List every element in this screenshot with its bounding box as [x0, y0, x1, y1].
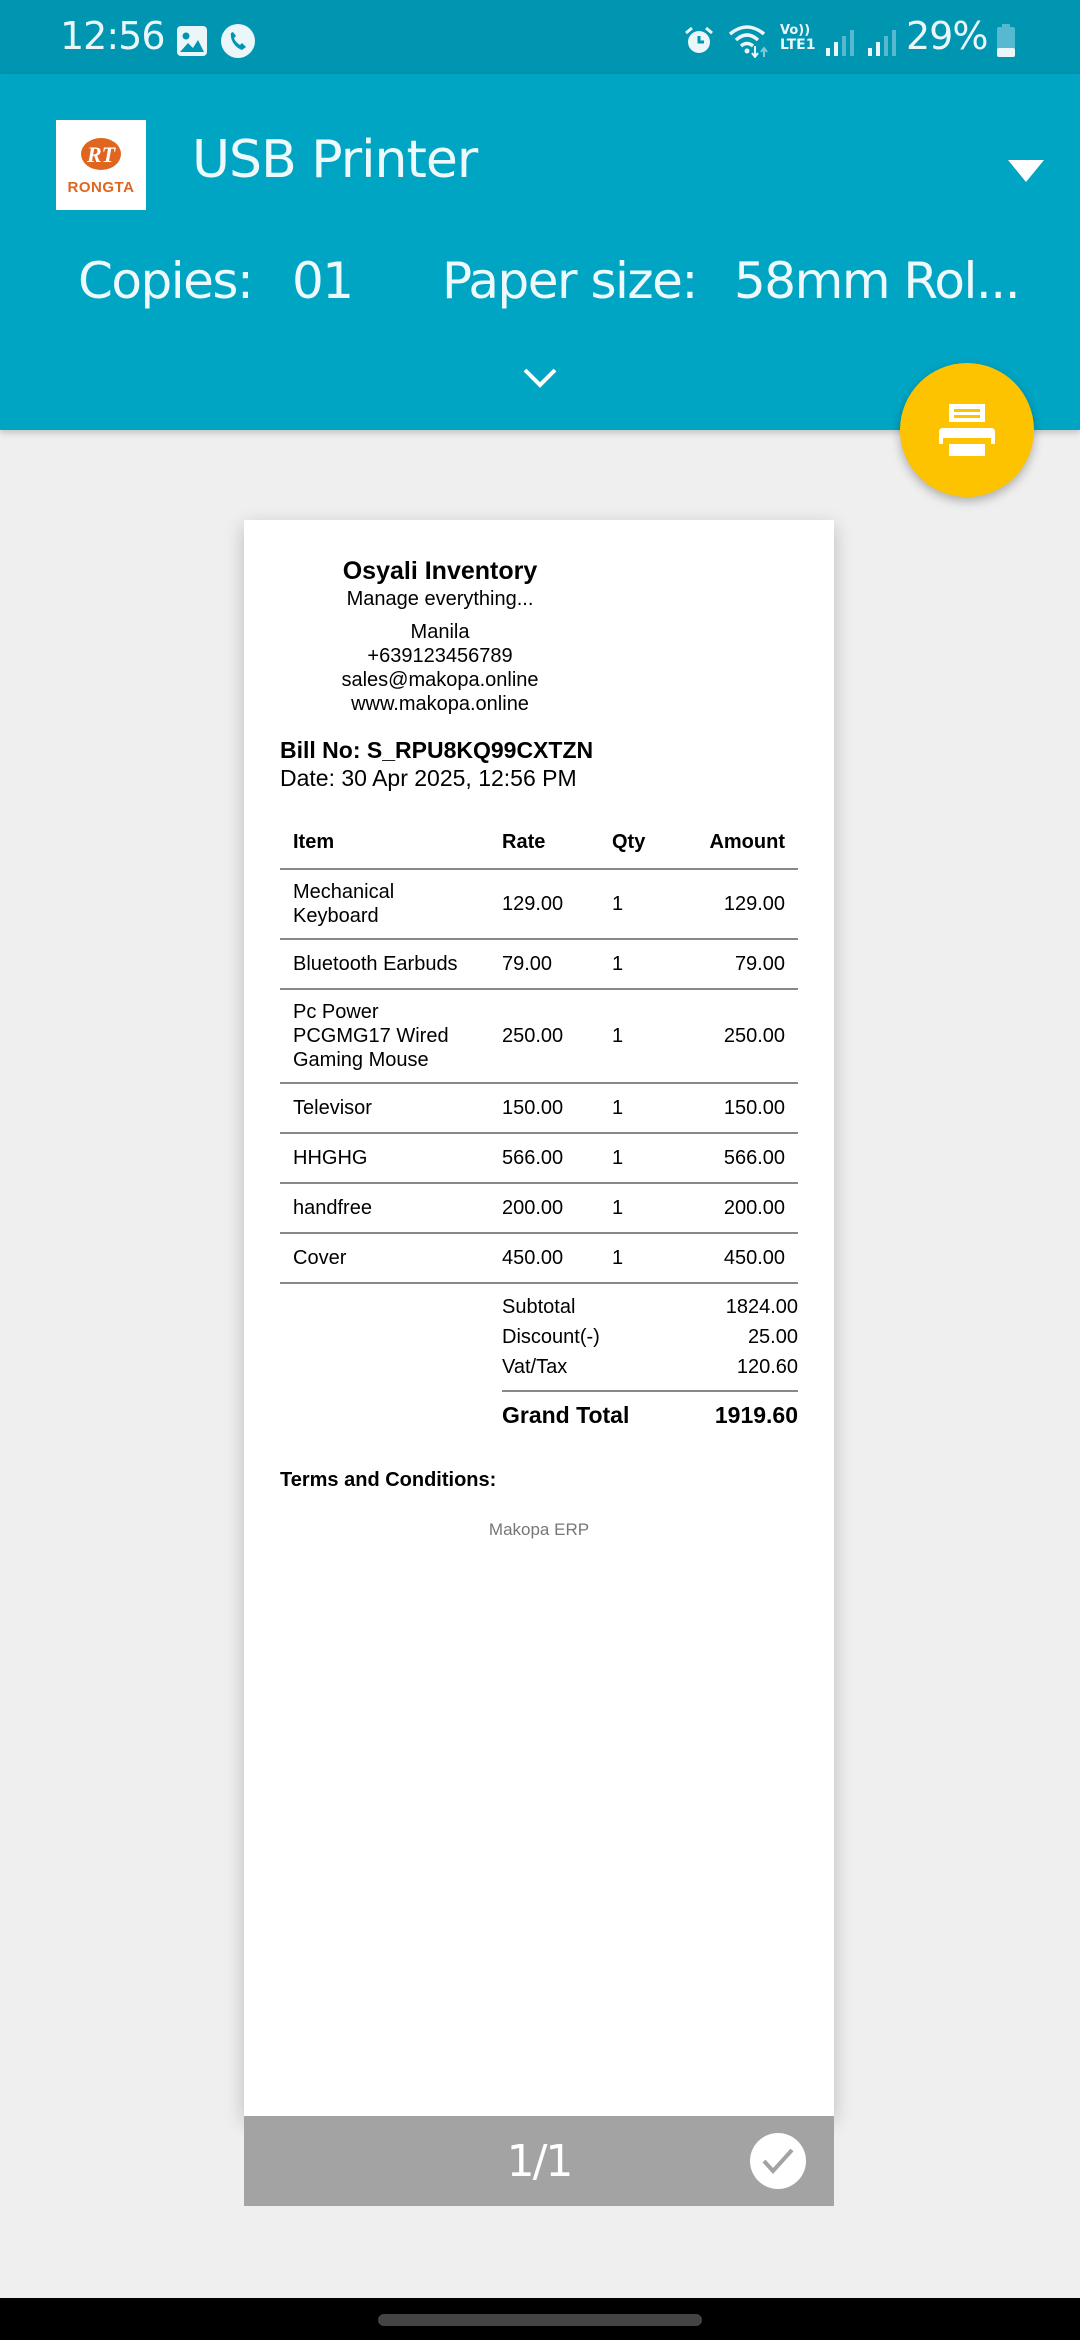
- status-bar: [0, 0, 1080, 74]
- battery-percent: 29%: [906, 14, 988, 58]
- store-city: Manila: [410, 621, 470, 643]
- lte-label: LTE1: [780, 37, 816, 53]
- table-header-row: [280, 814, 798, 869]
- item-qty: 1: [612, 1183, 692, 1233]
- home-gesture-handle[interactable]: [378, 2314, 702, 2326]
- wifi-icon: [728, 24, 772, 58]
- totals-block: [502, 1292, 798, 1432]
- item-qty: 1: [612, 1133, 692, 1183]
- item-rate: 150.00: [502, 1083, 612, 1133]
- grand-total-label: Grand Total: [502, 1402, 630, 1428]
- copies-input[interactable]: 01: [292, 252, 353, 310]
- printer-select[interactable]: USB Printer: [192, 130, 478, 190]
- bill-number: Bill No: S_RPU8KQ99CXTZN: [280, 737, 594, 763]
- navigation-bar: [0, 2298, 1080, 2340]
- store-tagline: Manage everything...: [346, 588, 534, 610]
- item-amount: 566.00: [692, 1133, 798, 1183]
- column-header-qty: Qty: [612, 814, 692, 869]
- item-qty: 1: [612, 1083, 692, 1133]
- item-qty: 1: [612, 989, 692, 1083]
- table-row: [280, 1233, 798, 1283]
- tax-row: [502, 1352, 798, 1382]
- subtotal-label: Subtotal: [502, 1296, 576, 1318]
- table-row: [280, 1133, 798, 1183]
- discount-row: [502, 1322, 798, 1352]
- checkmark-icon: [760, 2146, 796, 2176]
- table-row: [280, 869, 798, 939]
- item-name: Cover: [280, 1233, 502, 1283]
- table-row: [280, 1183, 798, 1233]
- volte-lte1-icon: [780, 24, 820, 52]
- printer-logo: [56, 120, 146, 210]
- volte-label: Vo)): [780, 23, 811, 38]
- subtotal-row: [502, 1292, 798, 1322]
- item-name: Pc Power PCGMG17 Wired Gaming Mouse: [280, 989, 502, 1083]
- whatsapp-call-icon: [220, 23, 256, 59]
- store-website: www.makopa.online: [351, 693, 529, 715]
- printer-icon: [939, 404, 995, 456]
- rongta-logo-icon: [56, 120, 146, 210]
- dropdown-arrow-icon[interactable]: [1008, 158, 1044, 184]
- item-amount: 450.00: [692, 1233, 798, 1283]
- signal-sim2-icon: [866, 28, 896, 58]
- column-header-item: Item: [280, 814, 502, 869]
- table-row: [280, 1083, 798, 1133]
- store-info: [280, 556, 600, 716]
- bill-date: Date: 30 Apr 2025, 12:56 PM: [280, 765, 577, 791]
- item-name: handfree: [280, 1183, 502, 1233]
- grand-total-row: [502, 1390, 798, 1432]
- item-amount: 129.00: [692, 869, 798, 939]
- store-email: sales@makopa.online: [341, 669, 539, 691]
- expand-options-chevron-icon[interactable]: [522, 366, 558, 390]
- tax-label: Vat/Tax: [502, 1356, 568, 1378]
- item-rate: 450.00: [502, 1233, 612, 1283]
- item-rate: 200.00: [502, 1183, 612, 1233]
- item-rate: 129.00: [502, 869, 612, 939]
- tax-value: 120.60: [736, 1356, 798, 1378]
- store-name: Osyali Inventory: [342, 557, 538, 585]
- footer-brand: Makopa ERP: [488, 1520, 590, 1539]
- column-header-amount: Amount: [692, 814, 798, 869]
- print-preview-page[interactable]: [244, 520, 834, 2116]
- item-rate: 566.00: [502, 1133, 612, 1183]
- table-row: [280, 989, 798, 1083]
- table-row: [280, 939, 798, 989]
- copies-label: Copies:: [78, 252, 253, 310]
- discount-value: 25.00: [747, 1326, 798, 1348]
- status-time: 12:56: [60, 14, 165, 58]
- item-rate: 250.00: [502, 989, 612, 1083]
- item-amount: 200.00: [692, 1183, 798, 1233]
- paper-size-select[interactable]: 58mm Rol...: [734, 252, 1020, 310]
- signal-sim1-icon: [824, 28, 854, 58]
- gallery-icon: [176, 25, 208, 57]
- subtotal-value: 1824.00: [725, 1296, 798, 1318]
- item-amount: 250.00: [692, 989, 798, 1083]
- store-phone: +639123456789: [367, 645, 513, 667]
- print-options-header: [0, 74, 1080, 430]
- svg-text:RT: RT: [86, 142, 116, 167]
- item-qty: 1: [612, 1233, 692, 1283]
- item-qty: 1: [612, 939, 692, 989]
- items-table: [280, 814, 798, 1284]
- item-name: Mechanical Keyboard: [280, 869, 502, 939]
- discount-label: Discount(-): [502, 1326, 600, 1348]
- terms-heading: Terms and Conditions:: [280, 1469, 497, 1491]
- alarm-icon: [684, 26, 714, 56]
- receipt: [280, 556, 798, 1540]
- item-amount: 79.00: [692, 939, 798, 989]
- item-name: Bluetooth Earbuds: [280, 939, 502, 989]
- item-qty: 1: [612, 869, 692, 939]
- page-count: 1/1: [506, 2136, 572, 2187]
- column-header-rate: Rate: [502, 814, 612, 869]
- svg-text:RONGTA: RONGTA: [67, 179, 135, 196]
- print-button[interactable]: [900, 363, 1034, 497]
- paper-size-label: Paper size:: [442, 252, 697, 310]
- grand-total-value: 1919.60: [714, 1402, 798, 1428]
- item-amount: 150.00: [692, 1083, 798, 1133]
- item-rate: 79.00: [502, 939, 612, 989]
- item-name: HHGHG: [280, 1133, 502, 1183]
- battery-icon: [996, 24, 1016, 58]
- page-select-toggle[interactable]: [750, 2133, 806, 2189]
- page-selector-bar: [244, 2116, 834, 2206]
- item-name: Televisor: [280, 1083, 502, 1133]
